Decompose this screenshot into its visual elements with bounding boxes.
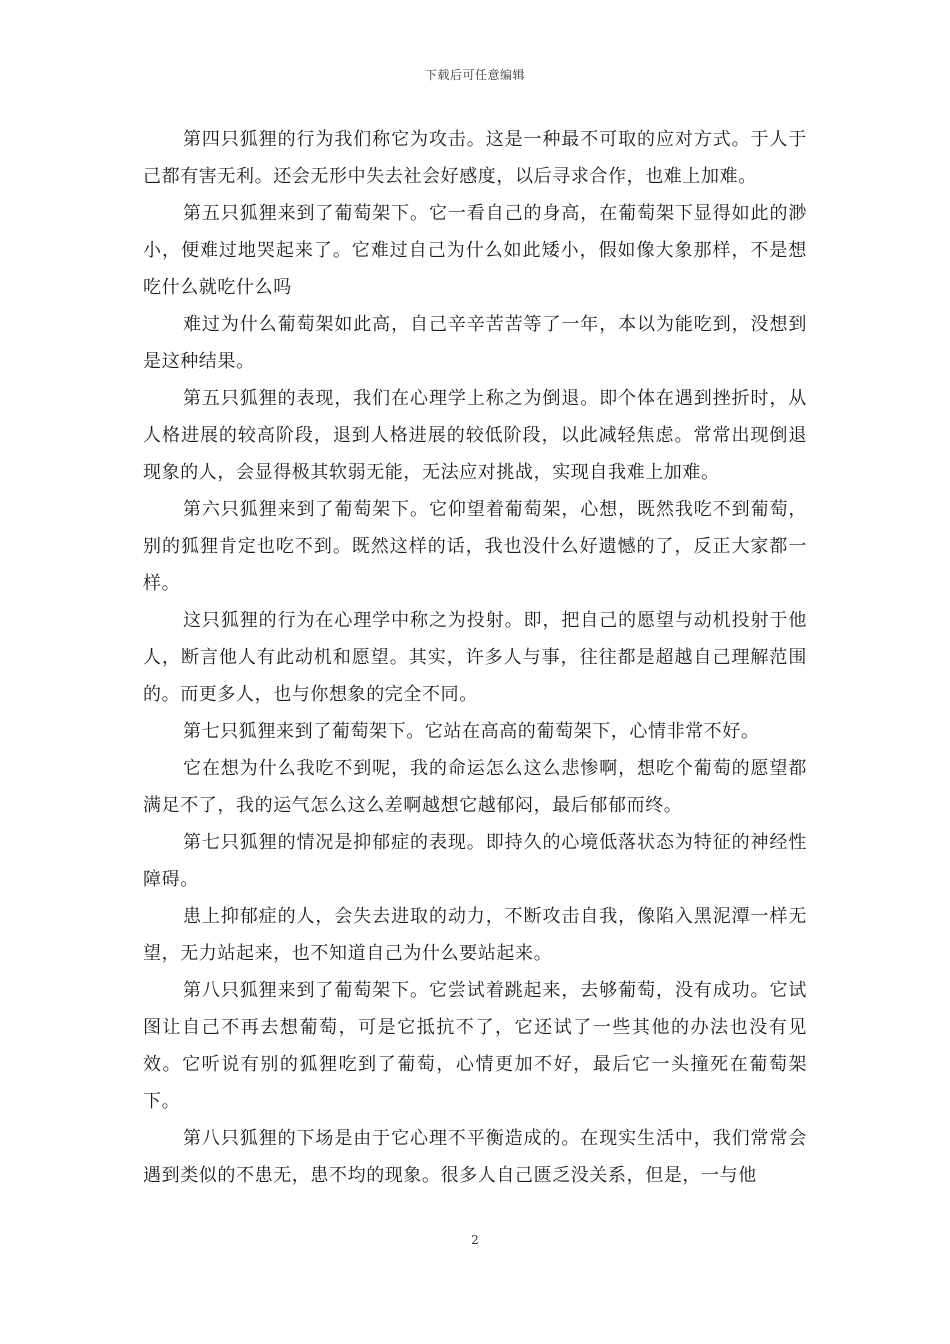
paragraph: 患上抑郁症的人，会失去进取的动力，不断攻击自我，像陷入黑泥潭一样无望，无力站起来，也不知道自己为什么要站起来。 xyxy=(143,906,807,964)
paragraph: 这只狐狸的行为在心理学中称之为投射。即，把自己的愿望与动机投射于他人，断言他人有此动机和愿望。其实，许多人与事，往往都是超越自己理解范围的。而更多人，也与你想象的完全不同。 xyxy=(143,610,807,705)
paragraph: 第七只狐狸的情况是抑郁症的表现。即持久的心境低落状态为特征的神经性障碍。 xyxy=(143,832,807,890)
page-number: 2 xyxy=(471,1233,479,1247)
paragraph: 第六只狐狸来到了葡萄架下。它仰望着葡萄架，心想，既然我吃不到葡萄，别的狐狸肯定也吃不到。既然这样的话，我也没什么好遗憾的了，反正大家都一样。 xyxy=(143,499,807,594)
paragraph: 难过为什么葡萄架如此高，自己辛辛苦苦等了一年，本以为能吃到，没想到是这种结果。 xyxy=(143,314,807,372)
paragraph: 第五只狐狸来到了葡萄架下。它一看自己的身高，在葡萄架下显得如此的渺小，便难过地哭起来了。它难过自己为什么如此矮小，假如像大象那样，不是想吃什么就吃什么吗 xyxy=(143,203,807,298)
paragraph: 它在想为什么我吃不到呢，我的命运怎么这么悲惨啊，想吃个葡萄的愿望都满足不了，我的运气怎么这么差啊越想它越郁闷，最后郁郁而终。 xyxy=(143,758,807,816)
paragraph: 第四只狐狸的行为我们称它为攻击。这是一种最不可取的应对方式。于人于己都有害无利。还会无形中失去社会好感度，以后寻求合作，也难上加难。 xyxy=(143,129,807,187)
paragraph: 第五只狐狸的表现，我们在心理学上称之为倒退。即个体在遇到挫折时，从人格进展的较高阶段，退到人格进展的较低阶段，以此减轻焦虑。常常出现倒退现象的人，会显得极其软弱无能，无法应对挑战，实现自我难上加难。 xyxy=(143,388,807,483)
page-header: 下载后可任意编辑 xyxy=(424,68,525,82)
paragraph: 第八只狐狸的下场是由于它心理不平衡造成的。在现实生活中，我们常常会遇到类似的不患无，患不均的现象。很多人自己匮乏没关系，但是，一与他 xyxy=(143,1128,807,1186)
paragraph: 第八只狐狸来到了葡萄架下。它尝试着跳起来，去够葡萄，没有成功。它试图让自己不再去想葡萄，可是它抵抗不了，它还试了一些其他的办法也没有见效。它听说有别的狐狸吃到了葡萄，心情更加不好，最后它一头撞死在葡萄架下。 xyxy=(143,980,807,1112)
document-body xyxy=(143,121,807,1194)
paragraph: 第七只狐狸来到了葡萄架下。它站在高高的葡萄架下，心情非常不好。 xyxy=(183,721,760,742)
